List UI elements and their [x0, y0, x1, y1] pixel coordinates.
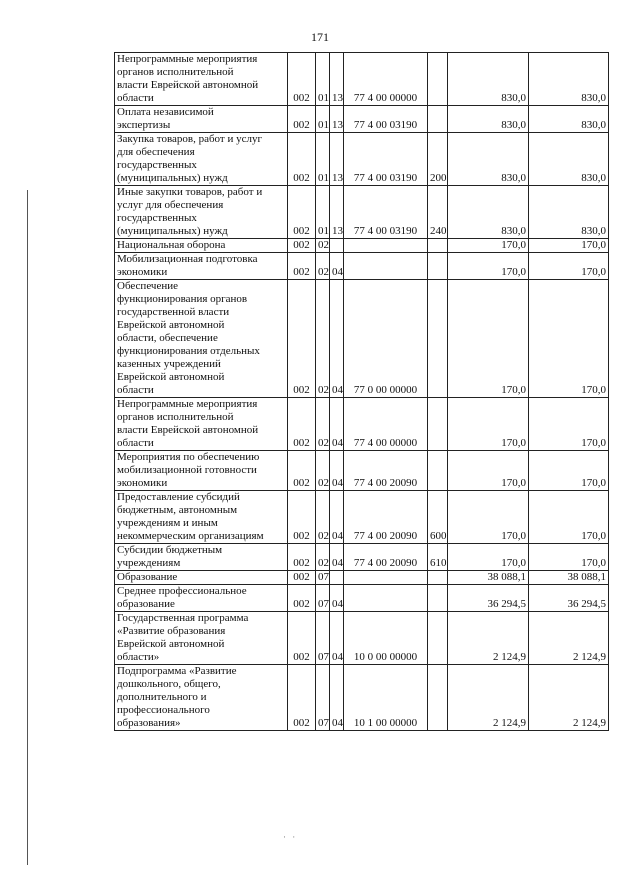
section-code-cell: 01: [316, 53, 330, 106]
target-article-cell: 77 4 00 03190: [344, 106, 428, 133]
section-code-cell: 02: [316, 253, 330, 280]
section-code-cell: 01: [316, 106, 330, 133]
subsection-code-cell: 04: [330, 280, 344, 398]
expense-type-cell: [428, 239, 448, 253]
row-name-cell: Непрограммные мероприятия органов исполнительной власти Еврейской автономной области: [115, 398, 288, 451]
row-name-cell: Национальная оборона: [115, 239, 288, 253]
amount-year2-cell: 170,0: [529, 239, 609, 253]
amount-year1-cell: 170,0: [448, 253, 529, 280]
scan-artifact: · ·: [283, 832, 298, 842]
row-name-cell: Подпрограмма «Развитие дошкольного, общего, дополнительного и профессионального образования»: [115, 665, 288, 731]
amount-year1-cell: 830,0: [448, 53, 529, 106]
row-name-cell: Государственная программа «Развитие образования Еврейской автономной области»: [115, 612, 288, 665]
subsection-code-cell: 13: [330, 133, 344, 186]
admin-code-cell: 002: [288, 398, 316, 451]
section-code-cell: 02: [316, 451, 330, 491]
amount-year2-cell: 170,0: [529, 544, 609, 571]
amount-year1-cell: 36 294,5: [448, 585, 529, 612]
table-row: [115, 239, 609, 253]
expense-type-cell: 600: [428, 491, 448, 544]
section-code-cell: 02: [316, 491, 330, 544]
section-code-cell: 07: [316, 585, 330, 612]
row-name-cell: Иные закупки товаров, работ и услуг для обеспечения государственных (муниципальных) нужд: [115, 186, 288, 239]
admin-code-cell: 002: [288, 585, 316, 612]
table-row: [115, 544, 609, 571]
amount-year1-cell: 170,0: [448, 398, 529, 451]
section-code-cell: 02: [316, 239, 330, 253]
target-article-cell: 10 0 00 00000: [344, 612, 428, 665]
expense-type-cell: [428, 53, 448, 106]
subsection-code-cell: 04: [330, 612, 344, 665]
amount-year2-cell: 830,0: [529, 106, 609, 133]
section-code-cell: 02: [316, 398, 330, 451]
row-name-cell: Мобилизационная подготовка экономики: [115, 253, 288, 280]
subsection-code-cell: 13: [330, 186, 344, 239]
amount-year1-cell: 170,0: [448, 280, 529, 398]
table-row: [115, 53, 609, 106]
admin-code-cell: 002: [288, 280, 316, 398]
amount-year2-cell: 2 124,9: [529, 612, 609, 665]
admin-code-cell: 002: [288, 665, 316, 731]
amount-year1-cell: 170,0: [448, 491, 529, 544]
amount-year2-cell: 170,0: [529, 491, 609, 544]
table-row: [115, 665, 609, 731]
admin-code-cell: 002: [288, 491, 316, 544]
amount-year1-cell: 170,0: [448, 239, 529, 253]
admin-code-cell: 002: [288, 253, 316, 280]
section-code-cell: 07: [316, 665, 330, 731]
amount-year1-cell: 2 124,9: [448, 665, 529, 731]
subsection-code-cell: [330, 571, 344, 585]
section-code-cell: 01: [316, 186, 330, 239]
row-name-cell: Закупка товаров, работ и услуг для обеспечения государственных (муниципальных) нужд: [115, 133, 288, 186]
target-article-cell: 77 4 00 20090: [344, 491, 428, 544]
amount-year2-cell: 38 088,1: [529, 571, 609, 585]
expense-type-cell: [428, 398, 448, 451]
target-article-cell: 10 1 00 00000: [344, 665, 428, 731]
expense-type-cell: [428, 253, 448, 280]
target-article-cell: [344, 571, 428, 585]
row-name-cell: Субсидии бюджетным учреждениям: [115, 544, 288, 571]
row-name-cell: Предоставление субсидий бюджетным, автономным учреждениям и иным некоммерческим организациям: [115, 491, 288, 544]
target-article-cell: 77 0 00 00000: [344, 280, 428, 398]
row-name-cell: Среднее профессиональное образование: [115, 585, 288, 612]
table-row: [115, 571, 609, 585]
amount-year2-cell: 2 124,9: [529, 665, 609, 731]
subsection-code-cell: 04: [330, 253, 344, 280]
expense-type-cell: [428, 585, 448, 612]
subsection-code-cell: 04: [330, 665, 344, 731]
table-row: [115, 186, 609, 239]
table-row: [115, 491, 609, 544]
table-row: [115, 398, 609, 451]
section-code-cell: 02: [316, 280, 330, 398]
amount-year2-cell: 830,0: [529, 133, 609, 186]
amount-year1-cell: 38 088,1: [448, 571, 529, 585]
section-code-cell: 01: [316, 133, 330, 186]
target-article-cell: 77 4 00 03190: [344, 133, 428, 186]
expense-type-cell: [428, 665, 448, 731]
amount-year1-cell: 830,0: [448, 133, 529, 186]
amount-year1-cell: 830,0: [448, 106, 529, 133]
budget-table: [114, 52, 609, 731]
amount-year2-cell: 830,0: [529, 186, 609, 239]
target-article-cell: [344, 253, 428, 280]
amount-year2-cell: 36 294,5: [529, 585, 609, 612]
amount-year1-cell: 830,0: [448, 186, 529, 239]
table-row: [115, 253, 609, 280]
amount-year2-cell: 170,0: [529, 280, 609, 398]
target-article-cell: [344, 585, 428, 612]
row-name-cell: Мероприятия по обеспечению мобилизационной готовности экономики: [115, 451, 288, 491]
subsection-code-cell: 13: [330, 106, 344, 133]
subsection-code-cell: 04: [330, 491, 344, 544]
subsection-code-cell: [330, 239, 344, 253]
table-row: [115, 106, 609, 133]
subsection-code-cell: 04: [330, 544, 344, 571]
admin-code-cell: 002: [288, 133, 316, 186]
page-number: 171: [311, 30, 329, 44]
amount-year1-cell: 170,0: [448, 544, 529, 571]
table-row: [115, 585, 609, 612]
target-article-cell: [344, 239, 428, 253]
admin-code-cell: 002: [288, 53, 316, 106]
expense-type-cell: [428, 612, 448, 665]
subsection-code-cell: 13: [330, 53, 344, 106]
row-name-cell: Образование: [115, 571, 288, 585]
section-code-cell: 07: [316, 571, 330, 585]
target-article-cell: 77 4 00 20090: [344, 544, 428, 571]
target-article-cell: 77 4 00 00000: [344, 398, 428, 451]
row-name-cell: Непрограммные мероприятия органов исполнительной власти Еврейской автономной области: [115, 53, 288, 106]
table-row: [115, 451, 609, 491]
subsection-code-cell: 04: [330, 451, 344, 491]
table-row: [115, 612, 609, 665]
target-article-cell: 77 4 00 03190: [344, 186, 428, 239]
expense-type-cell: [428, 106, 448, 133]
admin-code-cell: 002: [288, 612, 316, 665]
amount-year1-cell: 170,0: [448, 451, 529, 491]
amount-year2-cell: 170,0: [529, 451, 609, 491]
expense-type-cell: [428, 451, 448, 491]
subsection-code-cell: 04: [330, 398, 344, 451]
admin-code-cell: 002: [288, 106, 316, 133]
target-article-cell: 77 4 00 00000: [344, 53, 428, 106]
expense-type-cell: 240: [428, 186, 448, 239]
expense-type-cell: 610: [428, 544, 448, 571]
admin-code-cell: 002: [288, 571, 316, 585]
amount-year2-cell: 170,0: [529, 253, 609, 280]
admin-code-cell: 002: [288, 544, 316, 571]
admin-code-cell: 002: [288, 451, 316, 491]
expense-type-cell: [428, 571, 448, 585]
admin-code-cell: 002: [288, 239, 316, 253]
amount-year2-cell: 170,0: [529, 398, 609, 451]
amount-year2-cell: 830,0: [529, 53, 609, 106]
table-row: [115, 280, 609, 398]
table-row: [115, 133, 609, 186]
amount-year1-cell: 2 124,9: [448, 612, 529, 665]
expense-type-cell: 200: [428, 133, 448, 186]
expense-type-cell: [428, 280, 448, 398]
left-margin-line: [27, 190, 28, 865]
subsection-code-cell: 04: [330, 585, 344, 612]
admin-code-cell: 002: [288, 186, 316, 239]
section-code-cell: 02: [316, 544, 330, 571]
row-name-cell: Обеспечение функционирования органов государственной власти Еврейской автономной области, обеспечение функционирования отдельных казенных учреждений Еврейской автономной области: [115, 280, 288, 398]
row-name-cell: Оплата независимой экспертизы: [115, 106, 288, 133]
section-code-cell: 07: [316, 612, 330, 665]
target-article-cell: 77 4 00 20090: [344, 451, 428, 491]
